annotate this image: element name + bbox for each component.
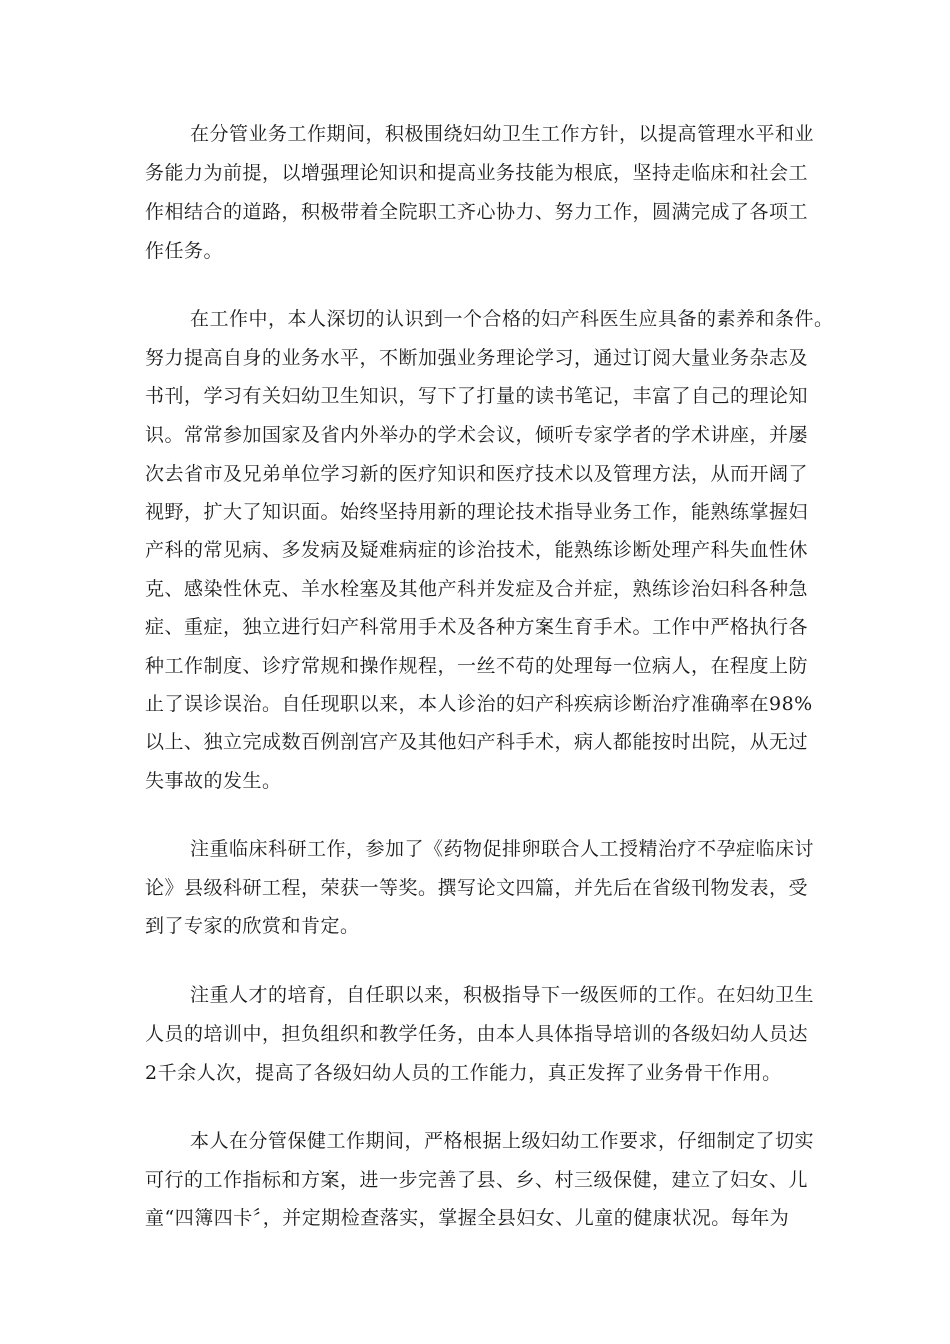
paragraph-2-line-1: 在工作中，本人深切的认识到一个合格的妇产科医生应具备的素养和条件。	[190, 308, 834, 330]
paragraph-4-line-3: 2千余人次，提高了各级妇幼人员的工作能力，真正发挥了业务骨干作用。	[145, 1062, 782, 1084]
paragraph-2-line-5: 次去省市及兄弟单位学习新的医疗知识和医疗技术以及管理方法，从而开阔了	[145, 463, 809, 485]
paragraph-4-line-1: 注重人才的培育，自任职以来，积极指导下一级医师的工作。在妇幼卫生	[190, 984, 815, 1006]
paragraph-2-line-2: 努力提高自身的业务水平，不断加强业务理论学习，通过订阅大量业务杂志及	[145, 347, 809, 369]
paragraph-2-line-3: 书刊，学习有关妇幼卫生知识，写下了打量的读书笔记，丰富了自己的理论知	[145, 385, 809, 407]
paragraph-2-line-6: 视野，扩大了知识面。始终坚持用新的理论技术指导业务工作，能熟练掌握妇	[145, 501, 809, 523]
paragraph-2-line-4: 识。常常参加国家及省内外举办的学术会议，倾听专家学者的学术讲座，并屡	[145, 424, 809, 446]
paragraph-2-line-10: 种工作制度、诊疗常规和操作规程，一丝不苟的处理每一位病人，在程度上防	[145, 655, 809, 677]
paragraph-3-line-2: 论》县级科研工程，荣获一等奖。撰写论文四篇，并先后在省级刊物发表，受	[145, 877, 809, 899]
paragraph-1-line-2: 务能力为前提，以增强理论知识和提高业务技能为根底，坚持走临床和社会工	[145, 162, 809, 184]
paragraph-2-line-12: 以上、独立完成数百例剖宫产及其他妇产科手术，病人都能按时出院，从无过	[145, 731, 809, 753]
paragraph-1-line-3: 作相结合的道路，积极带着全院职工齐心协力、努力工作，圆满完成了各项工	[145, 201, 809, 223]
paragraph-2-line-9: 症、重症，独立进行妇产科常用手术及各种方案生育手术。工作中严格执行各	[145, 616, 809, 638]
paragraph-4-line-2: 人员的培训中，担负组织和教学任务，由本人具体指导培训的各级妇幼人员达	[145, 1023, 809, 1045]
paragraph-5-line-1: 本人在分管保健工作期间，严格根据上级妇幼工作要求，仔细制定了切实	[190, 1130, 815, 1152]
paragraph-5-line-3: 童“四簿四卡〞，并定期检查落实，掌握全县妇女、儿童的健康状况。每年为	[145, 1207, 790, 1229]
paragraph-3-line-3: 到了专家的欣赏和肯定。	[145, 915, 360, 937]
paragraph-2-line-7: 产科的常见病、多发病及疑难病症的诊治技术，能熟练诊断处理产科失血性休	[145, 539, 809, 561]
paragraph-2-line-13: 失事故的发生。	[145, 770, 282, 792]
paragraph-5-line-2: 可行的工作指标和方案，进一步完善了县、乡、村三级保健，建立了妇女、儿	[145, 1169, 809, 1191]
paragraph-1-line-1: 在分管业务工作期间，积极围绕妇幼卫生工作方针，以提高管理水平和业	[190, 123, 815, 145]
paragraph-2-line-8: 克、感染性休克、羊水栓塞及其他产科并发症及合并症，熟练诊治妇科各种急	[145, 578, 809, 600]
paragraph-2-line-11: 止了误诊误治。自任现职以来，本人诊治的妇产科疾病诊断治疗准确率在98%	[145, 693, 813, 715]
paragraph-3-line-1: 注重临床科研工作，参加了《药物促排卵联合人工授精治疗不孕症临床讨	[190, 838, 815, 860]
paragraph-1-line-4: 作任务。	[145, 240, 224, 262]
